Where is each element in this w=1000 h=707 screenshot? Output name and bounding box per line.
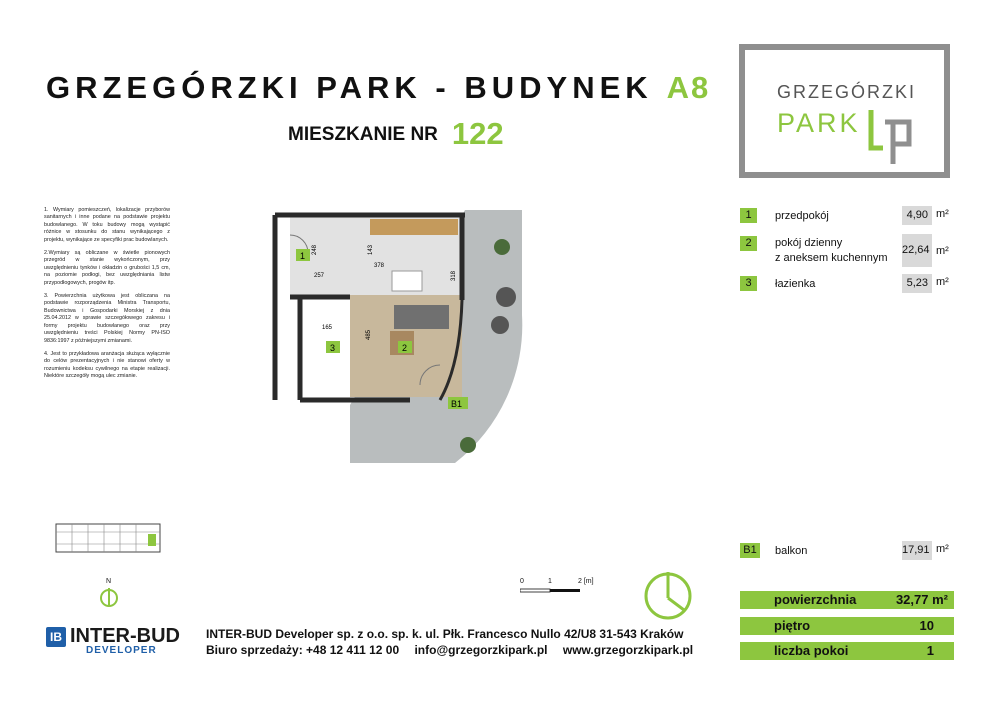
summary-rooms-label: liczba pokoi [774,643,849,658]
note-1: 1. Wymiary pomieszczeń, lokalizacje przyborów sanitarnych i inne podane na podstawie projektu budowlanego. W toku budowy mogą wystąpić różnice w stosunku do stanu wynikającego z projektu, wynikające ze specyfiki prac budowlanych. [44,207,170,243]
plant-icon-2 [460,437,476,453]
balcony-num: B1 [740,543,760,558]
room-area-3: 5,23 [902,274,932,293]
plan-label-1: 1 [300,251,306,261]
apartment-label: MIESZKANIE NR [288,124,438,145]
logo-line2: PARK [777,108,861,138]
balcony-name: balkon [775,545,808,557]
plan-label-b1: B1 [451,399,463,409]
dim-143: 143 [368,244,374,255]
scale-bar [520,588,584,594]
dim-257: 257 [314,273,325,279]
room-num-3: 3 [740,276,757,291]
dim-485: 485 [366,329,372,340]
company-address: INTER-BUD Developer sp. z o.o. sp. k. ul. Płk. Francesco Nullo 42/U8 31-543 Kraków [206,627,684,641]
plan-label-3: 3 [330,343,336,353]
note-2: 2.Wymiary są obliczane w świetle pionowych przegród w stanie wykończonym, przy uwzględnieniu tynków i okładzin o grubości 1,5 cm, na poziomie podłogi, bez uwzględniania listw przypodłogowych, progów itp. [44,250,170,286]
apartment-heading [288,112,504,151]
summary-floor-value: 10 [919,618,934,633]
room-name-2b: z aneksem kuchennym [775,252,888,264]
room-area-1: 4,90 [902,206,932,225]
sofa [394,305,449,329]
summary-floor-label: piętro [774,618,811,633]
contact-line [206,643,705,657]
floor-plan [270,205,530,470]
summary-area-value: 32,77 m² [895,592,948,607]
note-4: 4. Jest to przykładowa aranżacja służąca wyłącznie do celów prezentacyjnych i nie stanowi oferty w rozumieniu kodeksu cywilnego na etapie realizacji. Niektóre szczegóły mogą ulec zmianie. [44,350,170,380]
inter-bud-name: INTER-BUD [70,625,180,647]
sales-phone: Biuro sprzedaży: +48 12 411 12 00 [206,643,400,657]
building-code: A8 [666,70,711,105]
room-area-2: 22,64 [902,234,932,267]
plan-label-2: 2 [402,343,408,353]
room-num-1: 1 [740,208,757,223]
summary-rooms-value: 1 [926,643,934,658]
scale-2: 2 [m] [578,578,594,585]
inter-bud-sub: DEVELOPER [86,645,157,656]
scale-0: 0 [520,578,524,585]
apartment-number: 122 [451,116,504,151]
room-unit-2: m² [936,245,949,257]
chair-icon-2 [491,316,509,334]
compass-icon [642,570,694,622]
room-name-3: łazienka [775,278,816,290]
website-link[interactable]: www.grzegorzkipark.pl [562,643,694,657]
north-label: N [106,578,112,585]
building-key-plan [52,520,164,556]
notes-block [44,207,170,387]
dining-table [392,271,422,291]
room-unit-1: m² [936,208,949,220]
bathroom-floor [300,297,350,395]
summary-area-label: powierzchnia [774,592,857,607]
email-link[interactable]: info@grzegorzkipark.pl [414,643,548,657]
summary-area [740,591,954,609]
chair-icon [496,287,516,307]
dim-165: 165 [322,325,333,331]
dim-378: 378 [374,263,385,269]
summary-floor [740,617,954,635]
dim-248: 248 [312,244,318,255]
room-name-1: przedpokój [775,210,829,222]
plant-icon [494,239,510,255]
title-text: GRZEGÓRZKI PARK - BUDYNEK [46,70,653,105]
page-title [46,70,710,106]
room-name-2: pokój dzienny [775,237,843,249]
summary-rooms [740,642,954,660]
room-num-2: 2 [740,236,757,251]
north-arrow-icon [98,582,120,608]
balcony-area: 17,91 [902,541,932,560]
balcony-unit: m² [936,543,949,555]
grzegorzki-park-logo [739,44,950,178]
room-unit-3: m² [936,276,949,288]
dim-318: 318 [451,270,457,281]
logo-mark-icon [863,108,923,174]
note-3: 3. Powierzchnia użytkowa jest obliczana na podstawie rozporządzenia Ministra Transportu, Budownictwa i Gospodarki Morskiej z dnia 25.04.2012 w sprawie szczegółowego zakresu i formy projektu budowlanego oraz przy uwzględnieniu treści Polskiej Normy PN-ISO 9836:1997 z późniejszymi zmianami. [44,293,170,344]
scale-1: 1 [548,578,552,585]
kitchen-counter [370,219,458,235]
logo-line1: GRZEGÓRZKI [777,82,917,102]
inter-bud-badge: IB [46,627,66,647]
